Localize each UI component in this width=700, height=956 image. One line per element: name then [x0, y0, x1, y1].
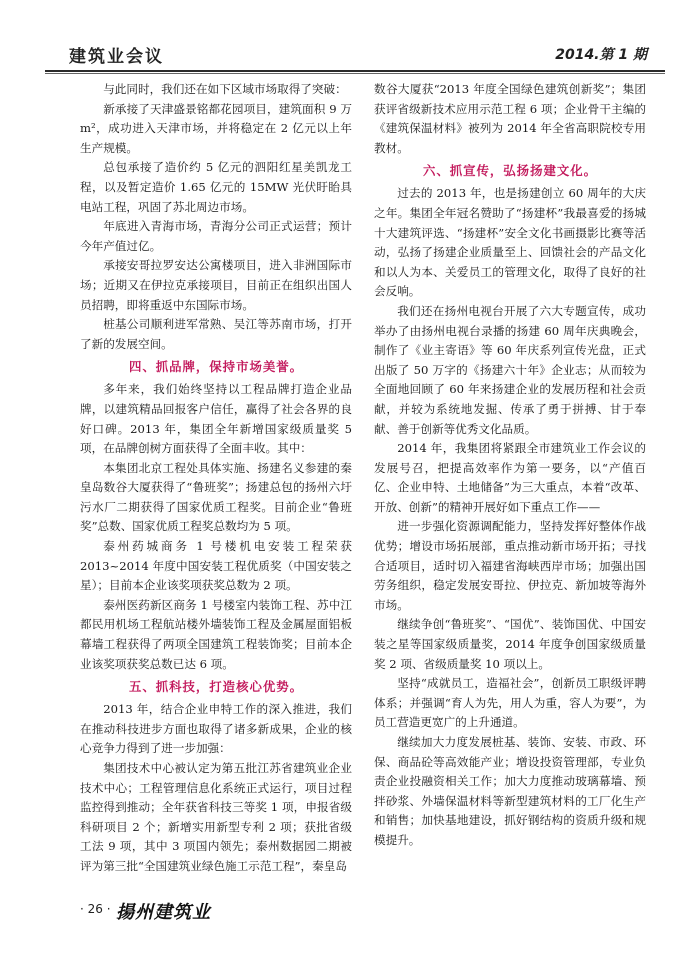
- section-title: 建筑业会议: [69, 47, 164, 67]
- paragraph: 新承接了天津盛景铭都花园项目，建筑面积 9 万 m²，成功进入天津市场，并将稳定在 2 亿元以上年生产规模。: [80, 101, 352, 155]
- paragraph: 集团技术中心被认定为第五批江苏省建筑业企业技术中心；工程管理信息化系统正式运行，项目过程监控得到推动；全年获省科技三等奖 1 项，申报省级科研项目 2 个；新增实用新型专利 2 项；获批省级工法 9 项，其中 3 项国内领先；泰州数据园二期被评为第三批“全国建筑业绿色施工示范工程”，秦皇岛: [80, 761, 352, 873]
- section-heading: 五、抓科技，打造核心优势。: [128, 679, 304, 695]
- paragraph: 本集团北京工程处具体实施、扬建名义参建的秦皇岛数谷大厦获得了“鲁班奖”；扬建总包的扬州六圩污水厂二期获得了国家优质工程奖。目前企业“鲁班奖”总数、国家优质工程奖总数均为 5 项。: [80, 460, 352, 534]
- paragraph: 年底进入青海市场，青海分公司正式运营；预计今年产值过亿。: [80, 219, 352, 253]
- header-divider: [45, 73, 665, 74]
- paragraph: 我们还在扬州电视台开展了六大专题宣传，成功举办了由扬州电视台录播的扬建 60 周年庆典晚会，制作了《业主寄语》等 60 年庆系列宣传光盘，正式出版了 50 万字的《扬建六十年》企业志；从而较为全面地回顾了 60 年来扬建企业的发展历程和社会贡献，并较为系统地发掘、传承了勇于拼搏、甘于奉献、善于创新等优秀文化品质。: [374, 303, 646, 436]
- magazine-logo: 揚州建筑业: [116, 902, 211, 923]
- paragraph: 数谷大厦获“2013 年度全国绿色建筑创新奖”；集团获评省级新技术应用示范工程 6 项；企业骨干主编的《建筑保温材料》被列为 2014 年全省高职院校专用教材。: [374, 82, 646, 155]
- paragraph: 2013 年，结合企业申特工作的深入推进，我们在推动科技进步方面也取得了诸多新成果，企业的核心竞争力得到了进一步加强：: [80, 702, 352, 756]
- paragraph: 过去的 2013 年，也是扬建创立 60 周年的大庆之年。集团全年冠名赞助了“扬建杯”我最喜爱的扬城十大建筑评选、“扬建杯”安全文化书画摄影比赛等活动，弘扬了扬建企业质量至上、回馈社会的产品文化和以人为本、关爱员工的管理文化，取得了良好的社会反响。: [374, 186, 646, 299]
- page-number: · 26 ·: [80, 902, 111, 916]
- page-footer: [80, 898, 340, 924]
- paragraph: 承接安哥拉罗安达公寓楼项目，进入非洲国际市场；近期又在伊拉克承接项目，目前正在组织出国人员招聘，即将重返中东国际市场。: [80, 258, 352, 312]
- right-column: [374, 80, 646, 850]
- page-header: [45, 36, 665, 72]
- paragraph: 坚持“成就员工，造福社会”，创新员工职级评聘体系；并强调“育人为先，用人为重，容人为要”，为员工营造更宽广的上升通道。: [374, 676, 646, 730]
- issue-label: 2014.第 1 期: [555, 47, 647, 63]
- section-heading: 六、抓宣传，弘扬扬建文化。: [422, 163, 598, 179]
- paragraph: 泰州医药新区商务 1 号楼室内装饰工程、苏中江都民用机场工程航站楼外墙装饰工程及金属屋面铝板幕墙工程获得了两项全国建筑工程装饰奖；目前本企业该奖项获奖总数已达 6 项。: [80, 597, 352, 671]
- paragraph: 总包承接了造价约 5 亿元的泗阳红星美凯龙工程，以及暂定造价 1.65 亿元的 15MW 光伏盱眙具电站工程，巩固了苏北周边市场。: [80, 160, 352, 214]
- paragraph: 2014 年，我集团将紧跟全市建筑业工作会议的发展号召，把提高效率作为第一要务，以“产值百亿、企业申特、土地储备”为三大重点，本着“改革、开放、创新”的精神开展好如下重点工作——: [374, 441, 646, 514]
- paragraph: 桩基公司顺利进军常熟、吴江等苏南市场，打开了新的发展空间。: [80, 317, 352, 351]
- paragraph: 进一步强化资源调配能力，坚持发挥好整体作战优势；增设市场拓展部，重点推动新市场开拓；寻找合适项目，适时切入福建省海峡西岸市场；加强出国劳务组织，稳定发展安哥拉、伊拉克、新加坡等海外市场。: [374, 519, 646, 612]
- left-column: [80, 80, 352, 873]
- paragraph: 多年来，我们始终坚持以工程品牌打造企业品牌，以建筑精品回报客户信任，赢得了社会各界的良好口碑。2013 年，集团全年新增国家级质量奖 5 项，在品牌创树方面获得了全面丰收。其中：: [80, 382, 352, 456]
- section-heading: 四、抓品牌，保持市场美誉。: [128, 359, 304, 375]
- paragraph: 与此同时，我们还在如下区域市场取得了突破：: [103, 82, 347, 96]
- paragraph: 继续加大力度发展桩基、装饰、安装、市政、环保、商品砼等高效能产业；增设投资管理部，专业负责企业投融资相关工作；加大力度推动玻璃幕墙、预拌砂浆、外墙保温材料等新型建筑材料的工厂化生产和销售；加快基地建设，抓好钢结构的资质升级和规模提升。: [374, 735, 646, 847]
- paragraph: 继续争创“鲁班奖”、“国优”、装饰国优、中国安装之星等国家级质量奖，2014 年度争创国家级质量奖 2 项、省级质量奖 10 项以上。: [374, 617, 646, 671]
- paragraph: 泰州药城商务 1 号楼机电安装工程荣获 2013~2014 年度中国安装工程优质奖（中国安装之星）；目前本企业该奖项获奖总数为 2 项。: [80, 539, 352, 593]
